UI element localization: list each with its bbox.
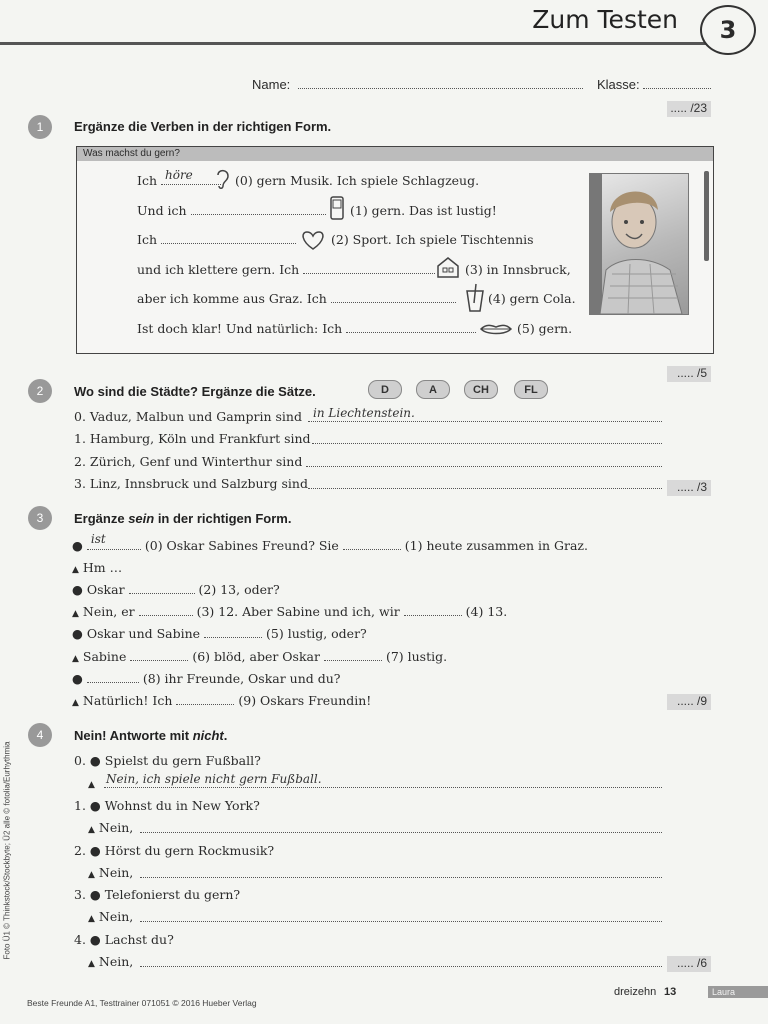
ex3-score-9: ..... /9 <box>667 694 711 710</box>
ex1-box <box>76 146 714 354</box>
ex4-score: ..... /6 <box>667 956 711 972</box>
ex2-line-2: 2. Zürich, Genf und Winterthur sind <box>74 454 303 469</box>
ex1-line-2-post: (2) Sport. Ich spiele Tischtennis <box>331 232 534 247</box>
boy-photo <box>589 173 689 315</box>
ex3-line-7: ▲ Natürlich! Ich (9) Oskars Freundin! <box>72 693 372 708</box>
page-number: 13 <box>664 986 677 998</box>
ex4-q-4: 4. ● Lachst du? <box>74 932 174 947</box>
ex4-number: 4 <box>28 723 52 747</box>
ex4-field-2[interactable] <box>140 866 662 878</box>
ex1-line-3-post: (3) in Innsbruck, <box>465 262 571 277</box>
ex1-line-4-post: (4) gern Cola. <box>488 291 576 306</box>
pill-a: A <box>416 380 450 399</box>
ex1-line-5: Ist doch klar! Und natürlich: Ich <box>137 321 476 336</box>
ex3-score: ..... /3 <box>667 480 711 496</box>
ex2-line-1: 1. Hamburg, Köln und Frankfurt sind <box>74 431 311 446</box>
ex4-q-1: 1. ● Wohnst du in New York? <box>74 798 260 813</box>
ex1-line-1-post: (1) gern. Das ist lustig! <box>350 203 497 218</box>
ex4-a-0: ▲ <box>88 780 95 790</box>
ex3-line-5: ▲ Sabine (6) blöd, aber Oskar (7) lustig. <box>72 649 448 664</box>
ex1-line-1: Und ich <box>137 203 326 218</box>
ex1-line-3: und ich klettere gern. Ich <box>137 262 435 277</box>
ex3-answer-0: ist <box>90 532 106 546</box>
ex2-answer-0: in Liechtenstein. <box>313 406 415 420</box>
page-word: dreizehn <box>614 986 657 998</box>
ex4-field-1[interactable] <box>140 821 662 833</box>
ex3-line-2: ● Oskar (2) 13, oder? <box>72 582 280 597</box>
chapter-tag: Laura <box>708 986 768 998</box>
ex2-number: 2 <box>28 379 52 403</box>
ex1-box-title: Was machst du gern? <box>77 147 713 161</box>
name-field[interactable] <box>298 77 583 89</box>
ex3-line-6: ● (8) ihr Freunde, Oskar und du? <box>72 671 341 686</box>
ex4-heading: Nein! Antworte mit nicht. <box>74 728 228 743</box>
ex2-heading: Wo sind die Städte? Ergänze die Sätze. <box>74 384 316 399</box>
ex4-a-1: ▲ Nein, <box>88 820 134 835</box>
ex1-line-4: aber ich komme aus Graz. Ich <box>137 291 456 306</box>
ex4-answer-0: Nein, ich spiele nicht gern Fußball. <box>106 772 322 786</box>
ex2-field-2[interactable] <box>306 455 662 467</box>
ex3-line-1: ▲ Hm … <box>72 560 123 575</box>
ex1-heading: Ergänze die Verben in der richtigen Form. <box>74 119 332 134</box>
ex1-score: ..... /23 <box>667 101 711 117</box>
ex1-number: 1 <box>28 115 52 139</box>
ex1-answer-0: höre <box>164 168 193 182</box>
ex3-line-3: ▲ Nein, er (3) 12. Aber Sabine und ich, wir (4) 13. <box>72 604 508 619</box>
ex2-line-3: 3. Linz, Innsbruck und Salzburg sind <box>74 476 308 491</box>
house-icon <box>436 255 460 283</box>
page-title: Zum Testen <box>532 5 678 34</box>
ex2-line-0: 0. Vaduz, Malbun und Gamprin sind <box>74 409 302 424</box>
ex4-q-3: 3. ● Telefonierst du gern? <box>74 887 241 902</box>
ex4-q-2: 2. ● Hörst du gern Rockmusik? <box>74 843 275 858</box>
ex4-q-0: 0. ● Spielst du gern Fußball? <box>74 753 261 768</box>
glass-icon <box>464 283 486 317</box>
phone-icon <box>329 195 345 225</box>
ex3-heading: Ergänze sein in der richtigen Form. <box>74 511 292 526</box>
ex4-a-2: ▲ Nein, <box>88 865 134 880</box>
ex3-number: 3 <box>28 506 52 530</box>
ex1-line-0-post: (0) gern Musik. Ich spiele Schlagzeug. <box>235 173 480 188</box>
ex1-line-2: Ich <box>137 232 296 247</box>
class-field[interactable] <box>643 77 711 89</box>
ex1-line-5-post: (5) gern. <box>517 321 573 336</box>
unit-number: 3 <box>700 5 756 55</box>
ex4-field-3[interactable] <box>140 910 662 922</box>
ex4-a-4: ▲ Nein, <box>88 954 134 969</box>
header-rule <box>0 42 715 45</box>
class-label: Klasse: <box>597 77 640 92</box>
ex3-line-4: ● Oskar und Sabine (5) lustig, oder? <box>72 626 367 641</box>
pill-d: D <box>368 380 402 399</box>
footer-copyright: Beste Freunde A1, Testtrainer 071051 © 2016 Hueber Verlag <box>27 998 257 1008</box>
scrollbar[interactable] <box>704 171 709 261</box>
ex2-score: ..... /5 <box>667 366 711 382</box>
ex1-line-0: Ich höre <box>137 173 221 188</box>
ex4-field-4[interactable] <box>140 955 662 967</box>
ear-icon <box>214 167 232 195</box>
ex4-a-3: ▲ Nein, <box>88 909 134 924</box>
pill-ch: CH <box>464 380 498 399</box>
heart-icon <box>299 229 327 255</box>
ex2-field-1[interactable] <box>312 432 662 444</box>
name-label: Name: <box>252 77 291 92</box>
ex3-line-0: ● ist (0) Oskar Sabines Freund? Sie (1) heute zusammen in Graz. <box>72 532 588 553</box>
pill-fl: FL <box>514 380 548 399</box>
ex2-field-3[interactable] <box>308 477 662 489</box>
lips-icon <box>479 321 513 340</box>
photo-credit: Foto Ü1 © Thinkstock/Stockbyte; Ü2 alle © fotolia/Eurhythmia <box>2 741 12 960</box>
